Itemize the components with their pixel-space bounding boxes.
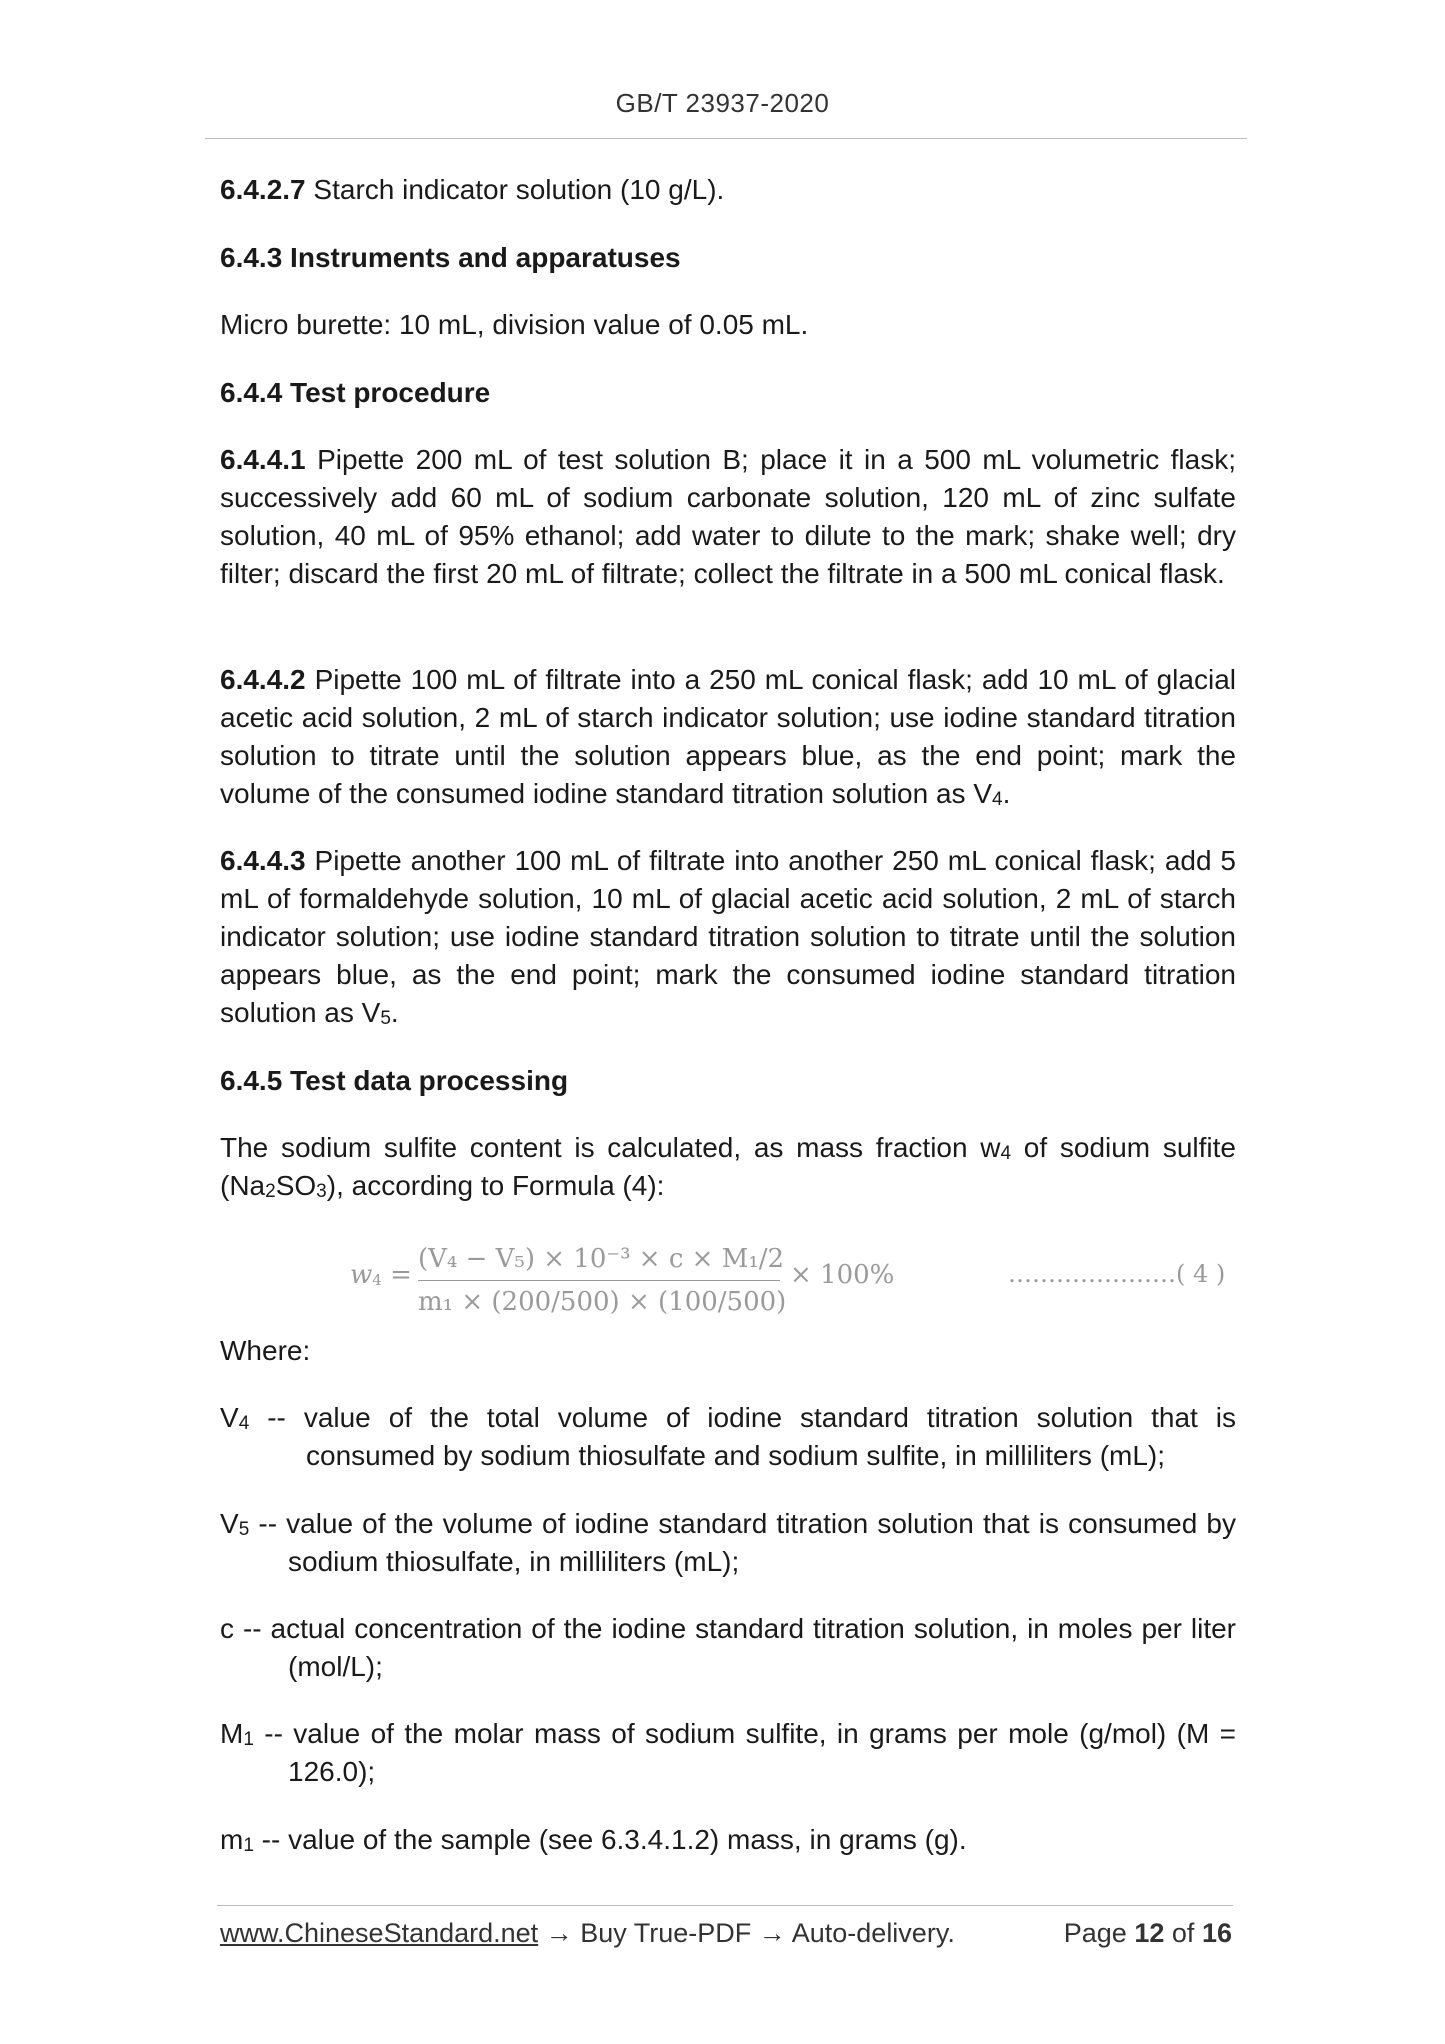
clause-6-4-2-7 [220,171,1236,209]
definition-m1-molar [220,1715,1236,1791]
clause-number: 6.4.4.3 [220,845,306,876]
section-heading-test-procedure: 6.4.4 Test procedure [220,377,491,408]
formula-subscript: 4 [372,1271,382,1289]
formula-4 [350,1240,1250,1320]
formula-number: …………………( 4 ) [1008,1260,1226,1288]
clause-text: Pipette 100 mL of filtrate into a 250 mL conical flask; add 10 mL of glacial acetic acid solution, 2 mL of starch indicator solution; use iodine standard titration solution to titrate until the solution appears blue, as the end point; mark the volume of the consumed iodine standard titration solution as V [220,664,1236,809]
clause-number: 6.4.4.2 [220,664,306,695]
def-symbol: m [220,1824,244,1855]
formula-lhs [350,1260,412,1290]
subscript: 5 [380,1008,391,1029]
clause-end: . [1002,778,1011,809]
def-text: -- value of the volume of iodine standard titration solution that is consumed by sodium thiosulfate, in milliliters (mL); [249,1508,1236,1577]
definition-v4 [220,1399,1236,1475]
def-symbol: V [220,1402,239,1433]
clause-number: 6.4.2.7 [220,174,306,205]
fraction-bar [418,1280,780,1281]
clause-text: Pipette another 100 mL of filtrate into another 250 mL conical flask; add 5 mL of formaldehyde solution, 10 mL of glacial acetic acid solution, 2 mL of starch indicator solution; use iodine standard titration solution to titrate until the solution appears blue, as the end point; mark the consumed iodine standard titration solution as V [220,845,1236,1028]
intro-text: SO [275,1170,317,1201]
where-label: Where: [220,1335,311,1366]
clause-text: Starch indicator solution (10 g/L). [305,174,725,205]
intro-text: The sodium sulfite content is calculated, as mass fraction w [220,1132,1001,1163]
def-symbol: c [220,1613,234,1644]
definition-c [220,1610,1236,1686]
header-divider [205,138,1247,139]
page-total: 16 [1201,1918,1232,1948]
footer-link[interactable]: www.ChineseStandard.net [220,1918,539,1948]
def-subscript: 1 [243,1835,254,1856]
def-text: -- value of the total volume of iodine standard titration solution that is consumed by sodium thiosulfate and sodium sulfite, in milliliters (mL); [249,1402,1236,1471]
footer-tagline: → Buy True-PDF → Auto-delivery. [538,1918,955,1948]
of-label: of [1171,1918,1195,1948]
page-label: Page [1063,1918,1127,1948]
subscript: 3 [316,1181,327,1202]
clause-6-4-4-2 [220,661,1236,813]
clause-text: Pipette 200 mL of test solution B; place it in a 500 mL volumetric flask; successively add 60 mL of sodium carbonate solution, 120 mL of zinc sulfate solution, 40 mL of 95% ethanol; add water to dilute to the mark; shake well; dry filter; discard the first 20 mL of filtrate; collect the filtrate in a 500 mL conical flask. [220,444,1236,589]
def-symbol: V [220,1508,239,1539]
instrument-description: Micro burette: 10 mL, division value of 0.05 mL. [220,309,809,340]
subscript: 4 [1000,1143,1012,1164]
page-number: 12 [1134,1918,1165,1948]
def-symbol: M [220,1718,244,1749]
def-subscript: 5 [238,1519,250,1540]
clause-6-4-4-1 [220,441,1236,593]
clause-end: . [390,997,399,1028]
definition-m1-sample [220,1821,1236,1859]
intro-text: of sodium sulfite (Na [220,1132,1236,1201]
page-indicator [1064,1918,1232,1949]
intro-text: ), according to Formula (4): [326,1170,665,1201]
formula-intro [220,1129,1236,1205]
formula-multiplier: × 100% [790,1260,895,1290]
header-title: GB/T 23937-2020 [615,88,830,118]
def-subscript: 4 [238,1413,250,1434]
section-heading-data-processing: 6.4.5 Test data processing [220,1065,569,1096]
formula-equals: = [381,1260,412,1290]
definition-v5 [220,1505,1236,1581]
subscript: 2 [265,1181,276,1202]
def-subscript: 1 [243,1729,254,1750]
formula-symbol: w [350,1260,373,1290]
def-text: -- value of the sample (see 6.3.4.1.2) mass, in grams (g). [253,1824,967,1855]
formula-fraction [418,1240,787,1321]
formula-denominator: m₁ × (200/500) × (100/500) [418,1287,787,1317]
def-text: -- actual concentration of the iodine standard titration solution, in moles per liter (mol/L); [234,1613,1236,1682]
clause-6-4-4-3 [220,842,1236,1032]
footer [220,1918,1232,1949]
clause-number: 6.4.4.1 [220,444,306,475]
subscript: 4 [992,789,1003,810]
def-text: -- value of the molar mass of sodium sulfite, in grams per mole (g/mol) (M = 126.0); [253,1718,1236,1787]
section-heading-instruments: 6.4.3 Instruments and apparatuses [220,242,681,273]
formula-numerator: (V₄ − V₅) × 10⁻³ × c × M₁/2 [418,1244,785,1274]
footer-divider [217,1905,1233,1906]
